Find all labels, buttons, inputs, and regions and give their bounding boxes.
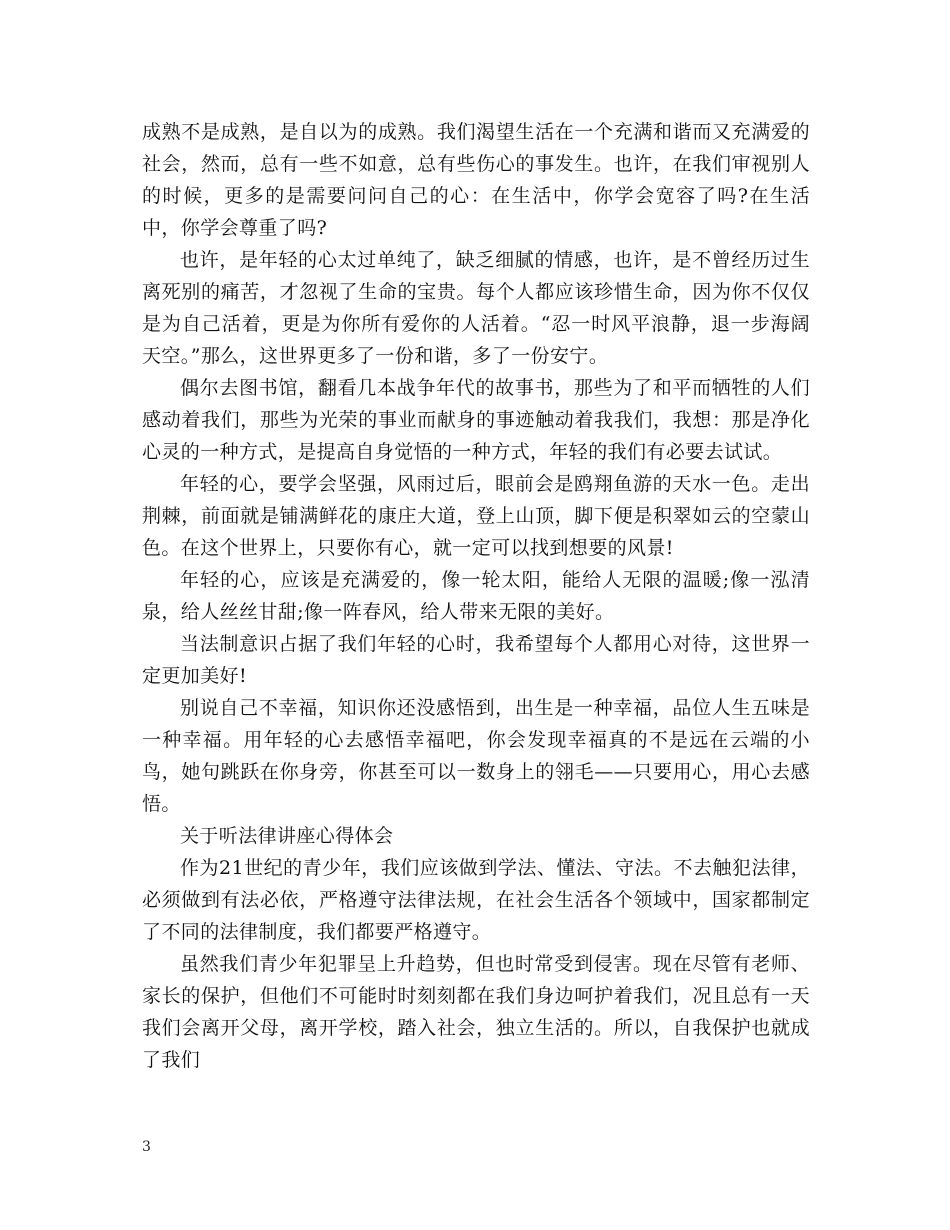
paragraph: 年轻的心，要学会坚强，风雨过后，眼前会是鸥翔鱼游的天水一色。走出荆棘，前面就是铺满鲜花的康庄大道，登上山顶，脚下便是积翠如云的空蒙山色。在这个世界上，只要你有心，就一定可以找到想要的风景!: [142, 473, 810, 559]
paragraph: 作为21世纪的青少年，我们应该做到学法、懂法、守法。不去触犯法律，必须做到有法必依，严格遵守法律法规，在社会生活各个领域中，国家都制定了不同的法律制度，我们都要严格遵守。: [142, 857, 810, 943]
paragraph: 也许，是年轻的心太过单纯了，缺乏细腻的情感，也许，是不曾经历过生离死别的痛苦，才忽视了生命的宝贵。每个人都应该珍惜生命，因为你不仅仅是为自己活着，更是为你所有爱你的人活着。“忍一时风平浪静，退一步海阔天空。”那么，这世界更多了一份和谐，多了一份安宁。: [142, 249, 810, 367]
paragraph: 当法制意识占据了我们年轻的心时，我希望每个人都用心对待，这世界一定更加美好!: [142, 633, 810, 687]
section-heading: 关于听法律讲座心得体会: [180, 825, 394, 847]
paragraph: 成熟不是成熟，是自以为的成熟。我们渴望生活在一个充满和谐而又充满爱的社会，然而，总有一些不如意，总有些伤心的事发生。也许，在我们审视别人的时候，更多的是需要问问自己的心：在生活中，你学会宽容了吗?在生活中，你学会尊重了吗?: [142, 121, 810, 239]
page-number: 3: [142, 1139, 151, 1155]
paragraph: 虽然我们青少年犯罪呈上升趋势，但也时常受到侵害。现在尽管有老师、家长的保护，但他们不可能时时刻刻都在我们身边呵护着我们，况且总有一天我们会离开父母，离开学校，踏入社会，独立生活的。所以，自我保护也就成了我们: [142, 953, 810, 1071]
paragraph: 偶尔去图书馆，翻看几本战争年代的故事书，那些为了和平而牺牲的人们感动着我们，那些为光荣的事业而献身的事迹触动着我我们，我想：那是净化心灵的一种方式，是提高自身觉悟的一种方式，年轻的我们有必要去试试。: [142, 377, 810, 463]
document-body: [142, 116, 810, 1076]
paragraph: 年轻的心，应该是充满爱的，像一轮太阳，能给人无限的温暖;像一泓清泉，给人丝丝甘甜;像一阵春风，给人带来无限的美好。: [142, 569, 810, 623]
paragraph: 别说自己不幸福，知识你还没感悟到，出生是一种幸福，品位人生五味是一种幸福。用年轻的心去感悟幸福吧，你会发现幸福真的不是远在云端的小鸟，她句跳跃在你身旁，你甚至可以一数身上的翎毛——只要用心，用心去感悟。: [142, 697, 810, 815]
